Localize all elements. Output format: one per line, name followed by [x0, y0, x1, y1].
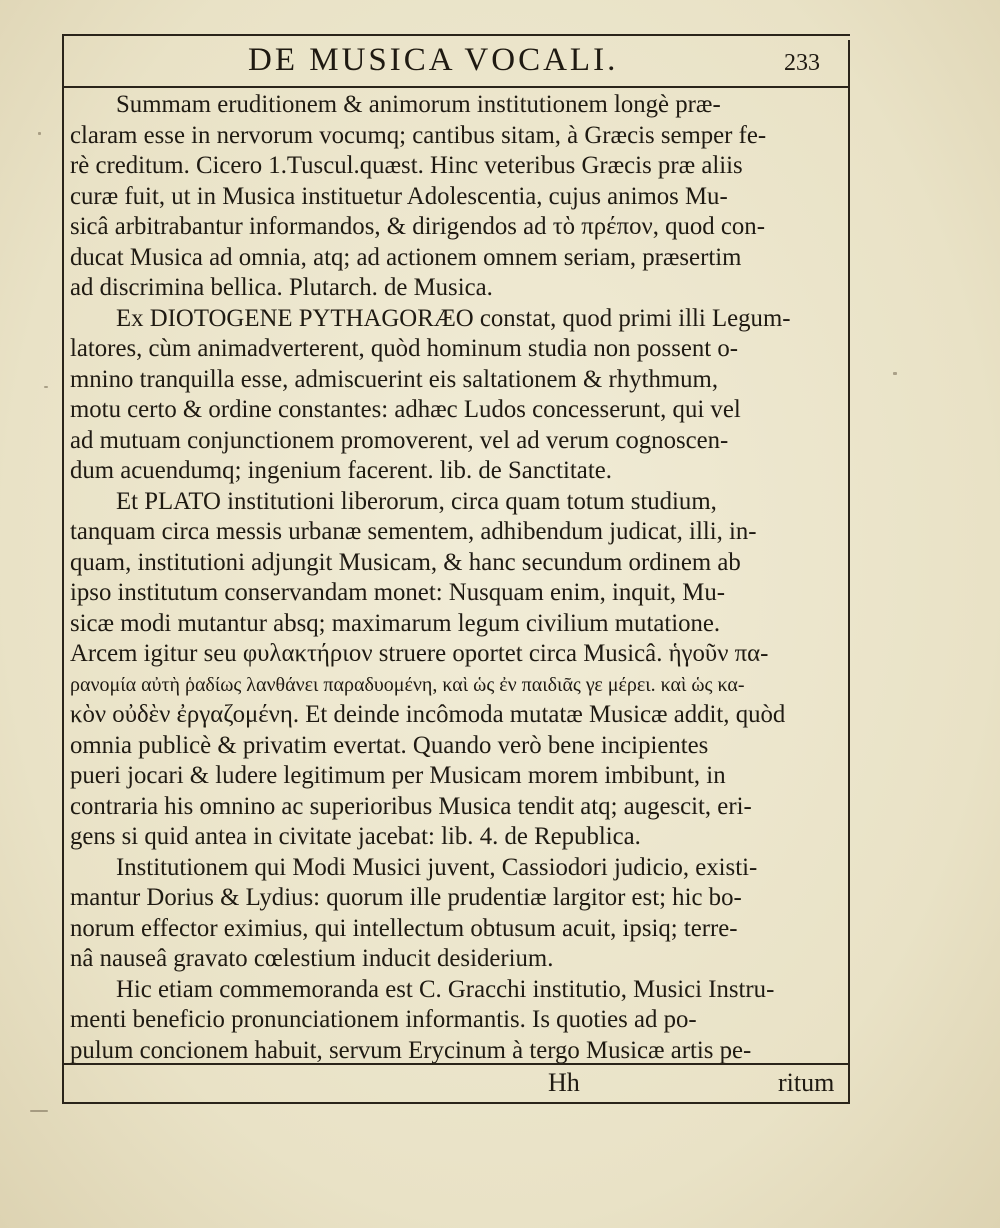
- text-line: ducat Musica ad omnia, atq; ad actionem omnem seriam, præsertim: [70, 243, 742, 271]
- text-line: tanquam circa messis urbanæ sementem, adhibendum judicat, illi, in-: [70, 518, 757, 545]
- footer-rule: [62, 1063, 850, 1065]
- right-border-rule: [848, 40, 850, 1104]
- text-line: menti beneficio pronunciationem informantis. Is quoties ad po-: [70, 1006, 697, 1033]
- text-line: claram esse in nervorum vocumq; cantibus sitam, à Græcis semper fe-: [70, 121, 767, 149]
- text-line: gens si quid antea in civitate jacebat: lib. 4. de Republica.: [70, 823, 641, 850]
- text-line: κὸν οὐδὲν ἐργαζομένη. Et deinde incômoda mutatæ Musicæ addit, quòd: [70, 701, 786, 728]
- paper-speck: [893, 372, 897, 375]
- text-line: norum effector eximius, qui intellectum obtusum acuit, ipsiq; terre-: [70, 914, 738, 942]
- text-line: latores, cùm animadverterent, quòd hominum studia non possent o-: [70, 335, 739, 362]
- text-line: quam, institutioni adjungit Musicam, & hanc secundum ordinem ab: [70, 548, 741, 576]
- header-rule: [62, 86, 850, 88]
- catchword: ritum: [778, 1068, 835, 1097]
- text-line: Arcem igitur seu φυλακτήριον struere oportet circa Musicâ. ἡγοῦν πα-: [70, 640, 769, 667]
- signature-mark: Hh: [548, 1068, 580, 1097]
- paper-speck: [44, 386, 48, 388]
- text-line: Institutionem qui Modi Musici juvent, Cassiodori judicio, existi-: [116, 853, 758, 881]
- text-line: mantur Dorius & Lydius: quorum ille prudentiæ largitor est; hic bo-: [70, 884, 742, 911]
- text-line: pueri jocari & ludere legitimum per Musicam morem imbibunt, in: [70, 762, 726, 789]
- page-number: 233: [784, 50, 820, 76]
- text-line: curæ fuit, ut in Musica instituetur Adolescentia, cujus animos Mu-: [70, 182, 728, 210]
- text-line: ρανομία αὐτὴ ῥαδίως λανθάνει παραδυομένη, καὶ ὡς ἐν παιδιᾶς γε μέρει. καὶ ὡς κα-: [70, 673, 745, 696]
- text-line: ad mutuam conjunctionem promoverent, vel ad verum cognoscen-: [70, 426, 729, 454]
- text-line: sicæ modi mutantur absq; maximarum legum civilium mutatione.: [70, 609, 721, 637]
- text-line: rè creditum. Cicero 1.Tuscul.quæst. Hinc veteribus Græcis præ aliis: [70, 152, 743, 179]
- text-line: ipso institutum conservandam monet: Nusquam enim, inquit, Mu-: [70, 579, 725, 606]
- text-line: mnino tranquilla esse, admiscuerint eis saltationem & rhythmum,: [70, 365, 719, 393]
- text-line: Ex DIOTOGENE PYTHAGORÆO constat, quod primi illi Legum-: [116, 304, 791, 332]
- running-title: DE MUSICA VOCALI.: [248, 42, 619, 78]
- text-line: dum acuendumq; ingenium facerent. lib. de Sanctitate.: [70, 457, 612, 484]
- paper-speck: [30, 1110, 48, 1112]
- paper-speck: [38, 132, 41, 135]
- text-line: Hic etiam commemoranda est C. Gracchi institutio, Musici Instru-: [116, 975, 775, 1003]
- text-line: pulum concionem habuit, servum Erycinum à tergo Musicæ artis pe-: [70, 1036, 752, 1064]
- text-line: motu certo & ordine constantes: adhæc Ludos concesserunt, qui vel: [70, 396, 741, 423]
- text-line: contraria his omnino ac superioribus Musica tendit atq; augescit, eri-: [70, 792, 752, 820]
- body-text: [70, 90, 842, 1066]
- text-line: Summam eruditionem & animorum institutionem longè præ-: [116, 91, 721, 118]
- text-line: ad discrimina bellica. Plutarch. de Musica.: [70, 274, 493, 301]
- text-line: nâ nauseâ gravato cœlestium inducit desiderium.: [70, 945, 554, 972]
- top-border-rule: [62, 34, 850, 36]
- text-line: omnia publicè & privatim evertat. Quando verò bene incipientes: [70, 731, 709, 759]
- left-border-rule: [62, 36, 64, 1104]
- text-line: sicâ arbitrabantur informandos, & dirigendos ad τὸ πρέπον, quod con-: [70, 213, 765, 240]
- text-line: Et PLATO institutioni liberorum, circa quam totum studium,: [116, 487, 717, 515]
- bottom-border-rule: [62, 1102, 850, 1104]
